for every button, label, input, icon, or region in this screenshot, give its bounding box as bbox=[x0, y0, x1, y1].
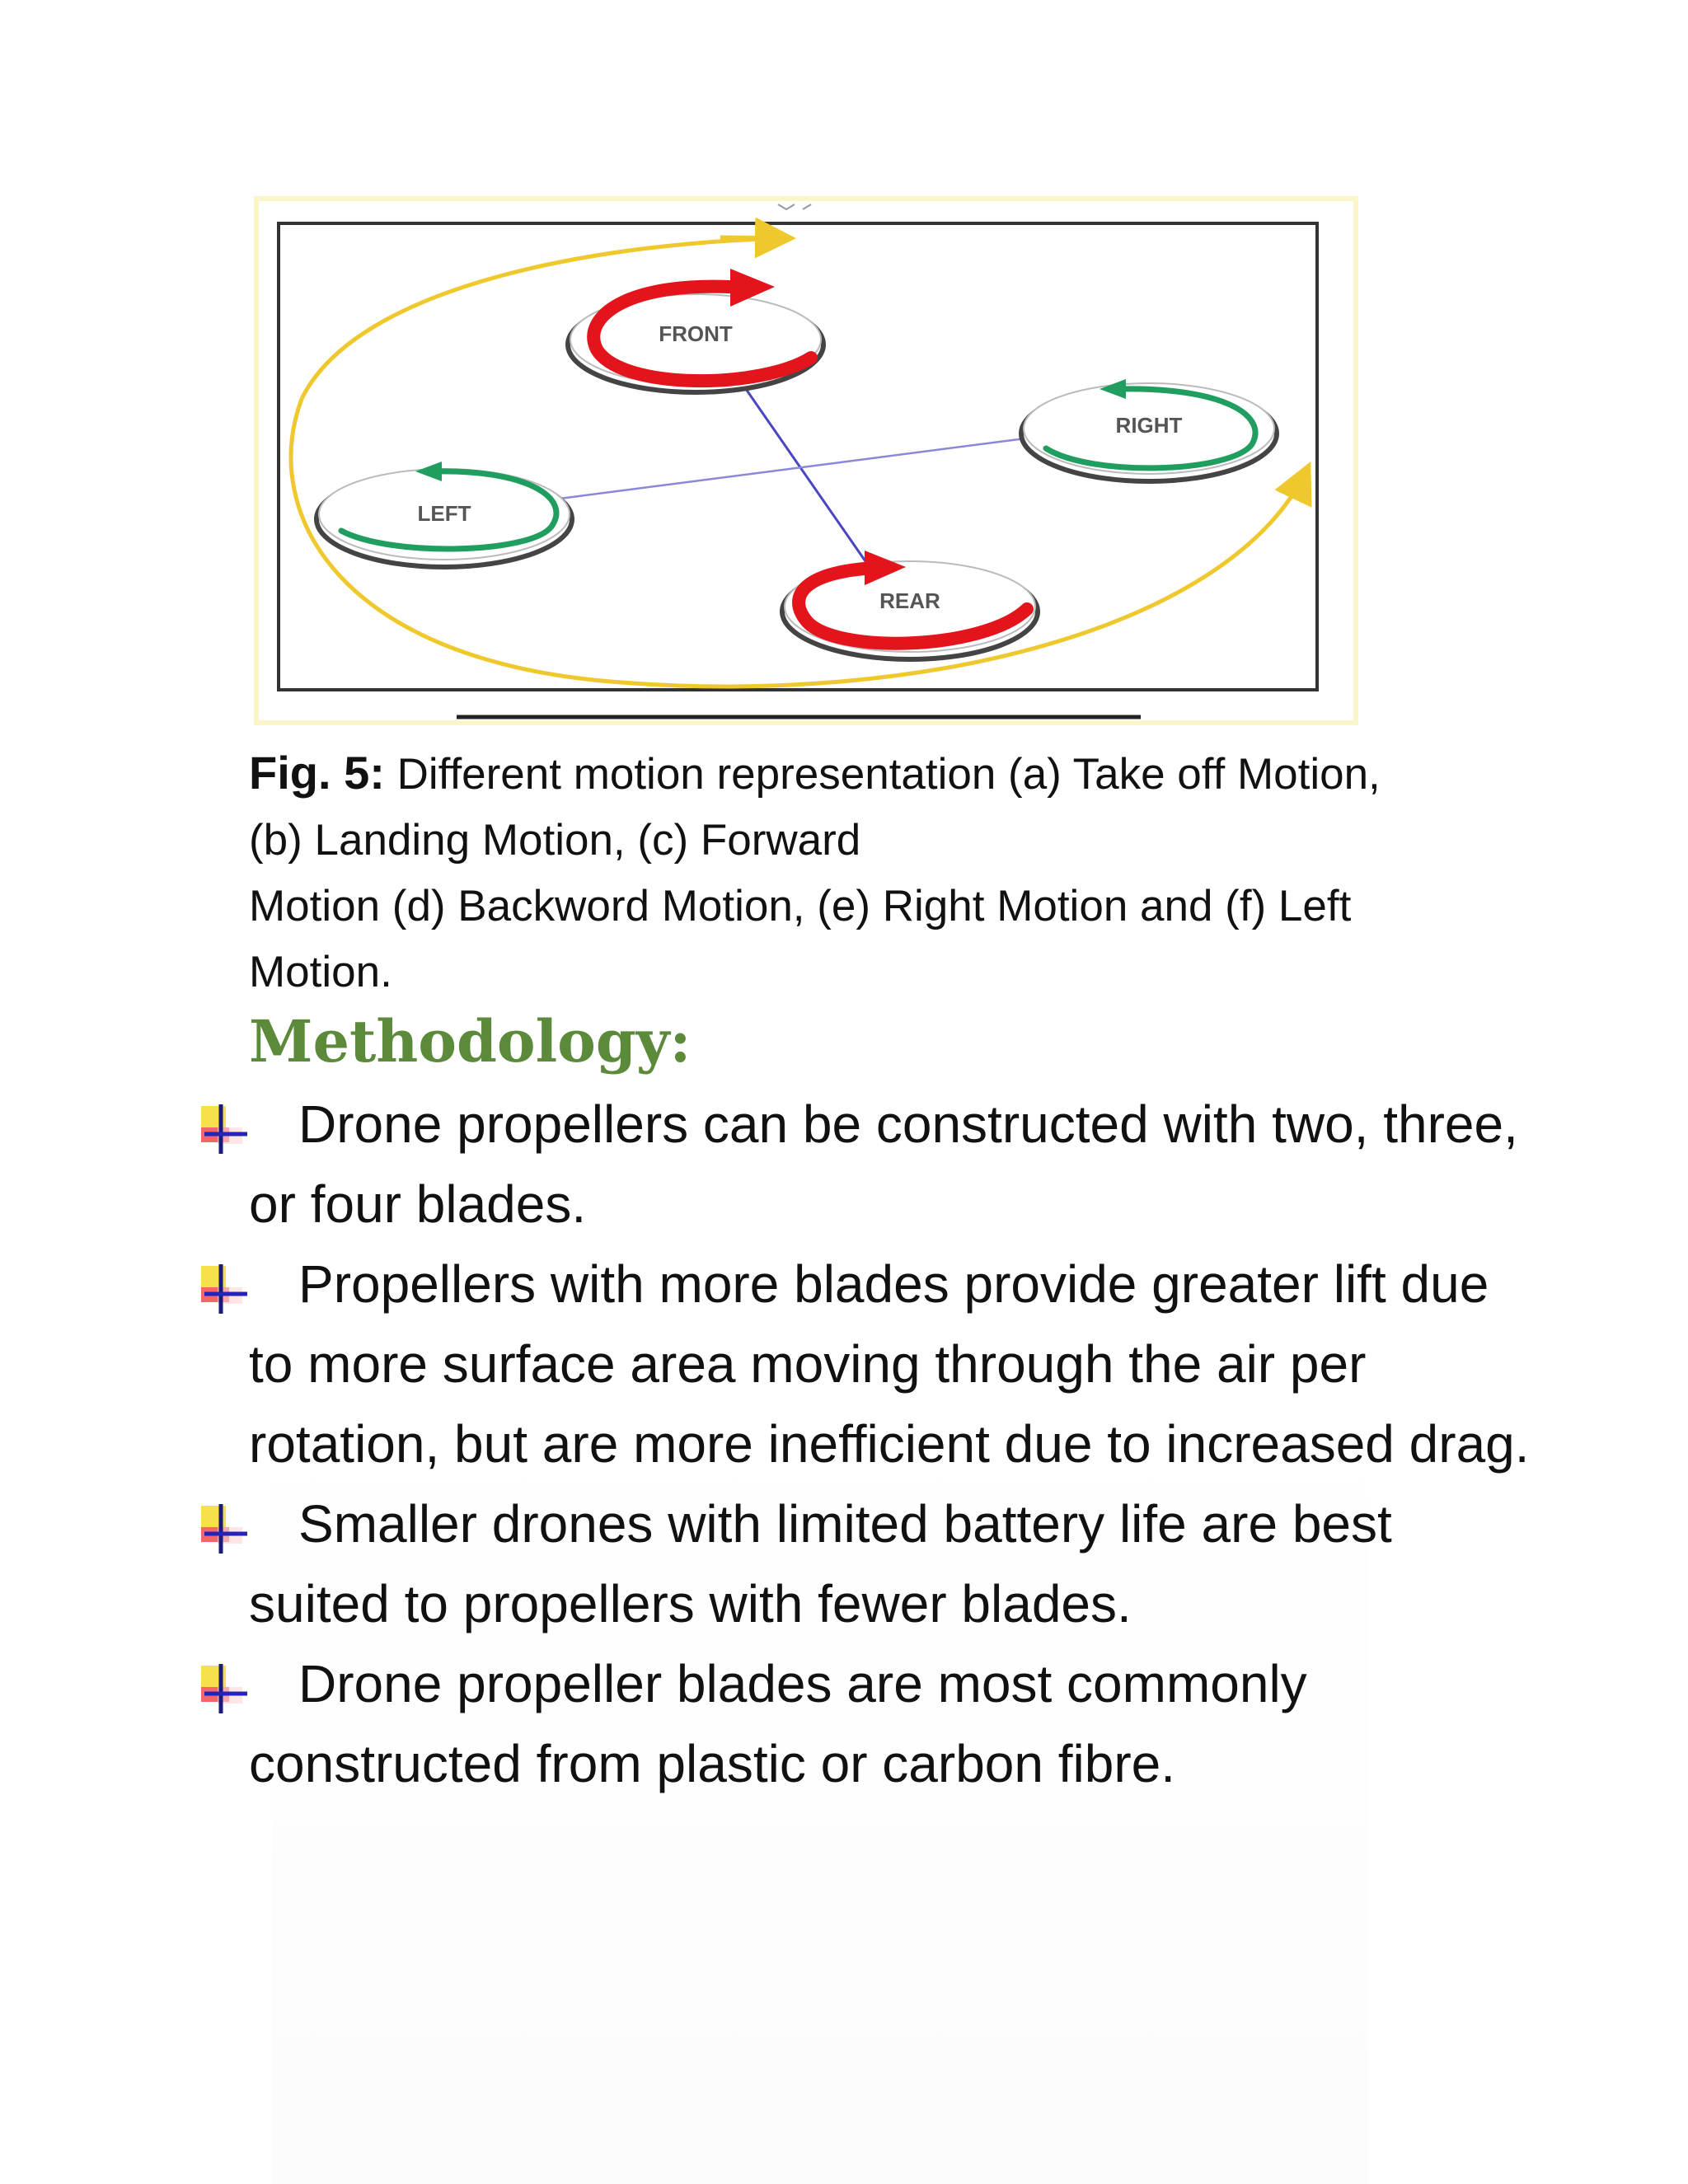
list-item-text: Drone propeller blades are most commonly constructed from plastic or carbon fibre. bbox=[249, 1654, 1307, 1793]
diagram-svg bbox=[259, 201, 1353, 720]
list-item bbox=[198, 1244, 1533, 1484]
figure-caption bbox=[249, 740, 1485, 1005]
motor-right-label: RIGHT bbox=[1115, 413, 1183, 438]
list-item bbox=[198, 1085, 1533, 1244]
list-item bbox=[198, 1484, 1533, 1644]
quadcopter-motion-diagram bbox=[254, 196, 1358, 725]
caption-text: Different motion representation (a) Take off Motion, bbox=[396, 750, 1381, 799]
motor-front bbox=[568, 269, 823, 392]
arm-front-rear bbox=[733, 370, 873, 572]
plus-square-bullet-icon bbox=[198, 1263, 252, 1317]
motor-right bbox=[1021, 379, 1277, 481]
motor-front-label: FRONT bbox=[659, 321, 733, 346]
list-item-text: Smaller drones with limited battery life are best suited to propellers with fewer blades. bbox=[249, 1494, 1392, 1633]
caption-line-3: Motion (d) Backword Motion, (e) Right Motion and (f) Left bbox=[249, 882, 1352, 930]
plus-square-bullet-icon bbox=[198, 1502, 252, 1557]
section-heading: Methodology: bbox=[249, 1007, 692, 1076]
orbit-arrow bbox=[720, 237, 788, 238]
top-mark bbox=[778, 204, 811, 209]
caption-label: Fig. 5: bbox=[249, 747, 385, 799]
caption-line-1 bbox=[249, 740, 1485, 808]
list-item-text: Propellers with more blades provide greater lift due to more surface area moving through the air per rotation, but are more inefficient due to increased drag. bbox=[249, 1254, 1530, 1474]
methodology-list bbox=[198, 1085, 1533, 1804]
motor-rear bbox=[782, 551, 1038, 659]
motor-left-label: LEFT bbox=[417, 501, 471, 526]
arm-left-right bbox=[560, 438, 1025, 499]
list-item-text: Drone propellers can be constructed with two, three, or four blades. bbox=[249, 1094, 1518, 1234]
list-item bbox=[198, 1644, 1533, 1804]
motor-left bbox=[316, 462, 572, 567]
motor-rear-label: REAR bbox=[879, 588, 940, 613]
caption-line-4: Motion. bbox=[249, 948, 392, 996]
plus-square-bullet-icon bbox=[198, 1662, 252, 1717]
plus-square-bullet-icon bbox=[198, 1103, 252, 1157]
caption-line-2: (b) Landing Motion, (c) Forward bbox=[249, 816, 861, 865]
